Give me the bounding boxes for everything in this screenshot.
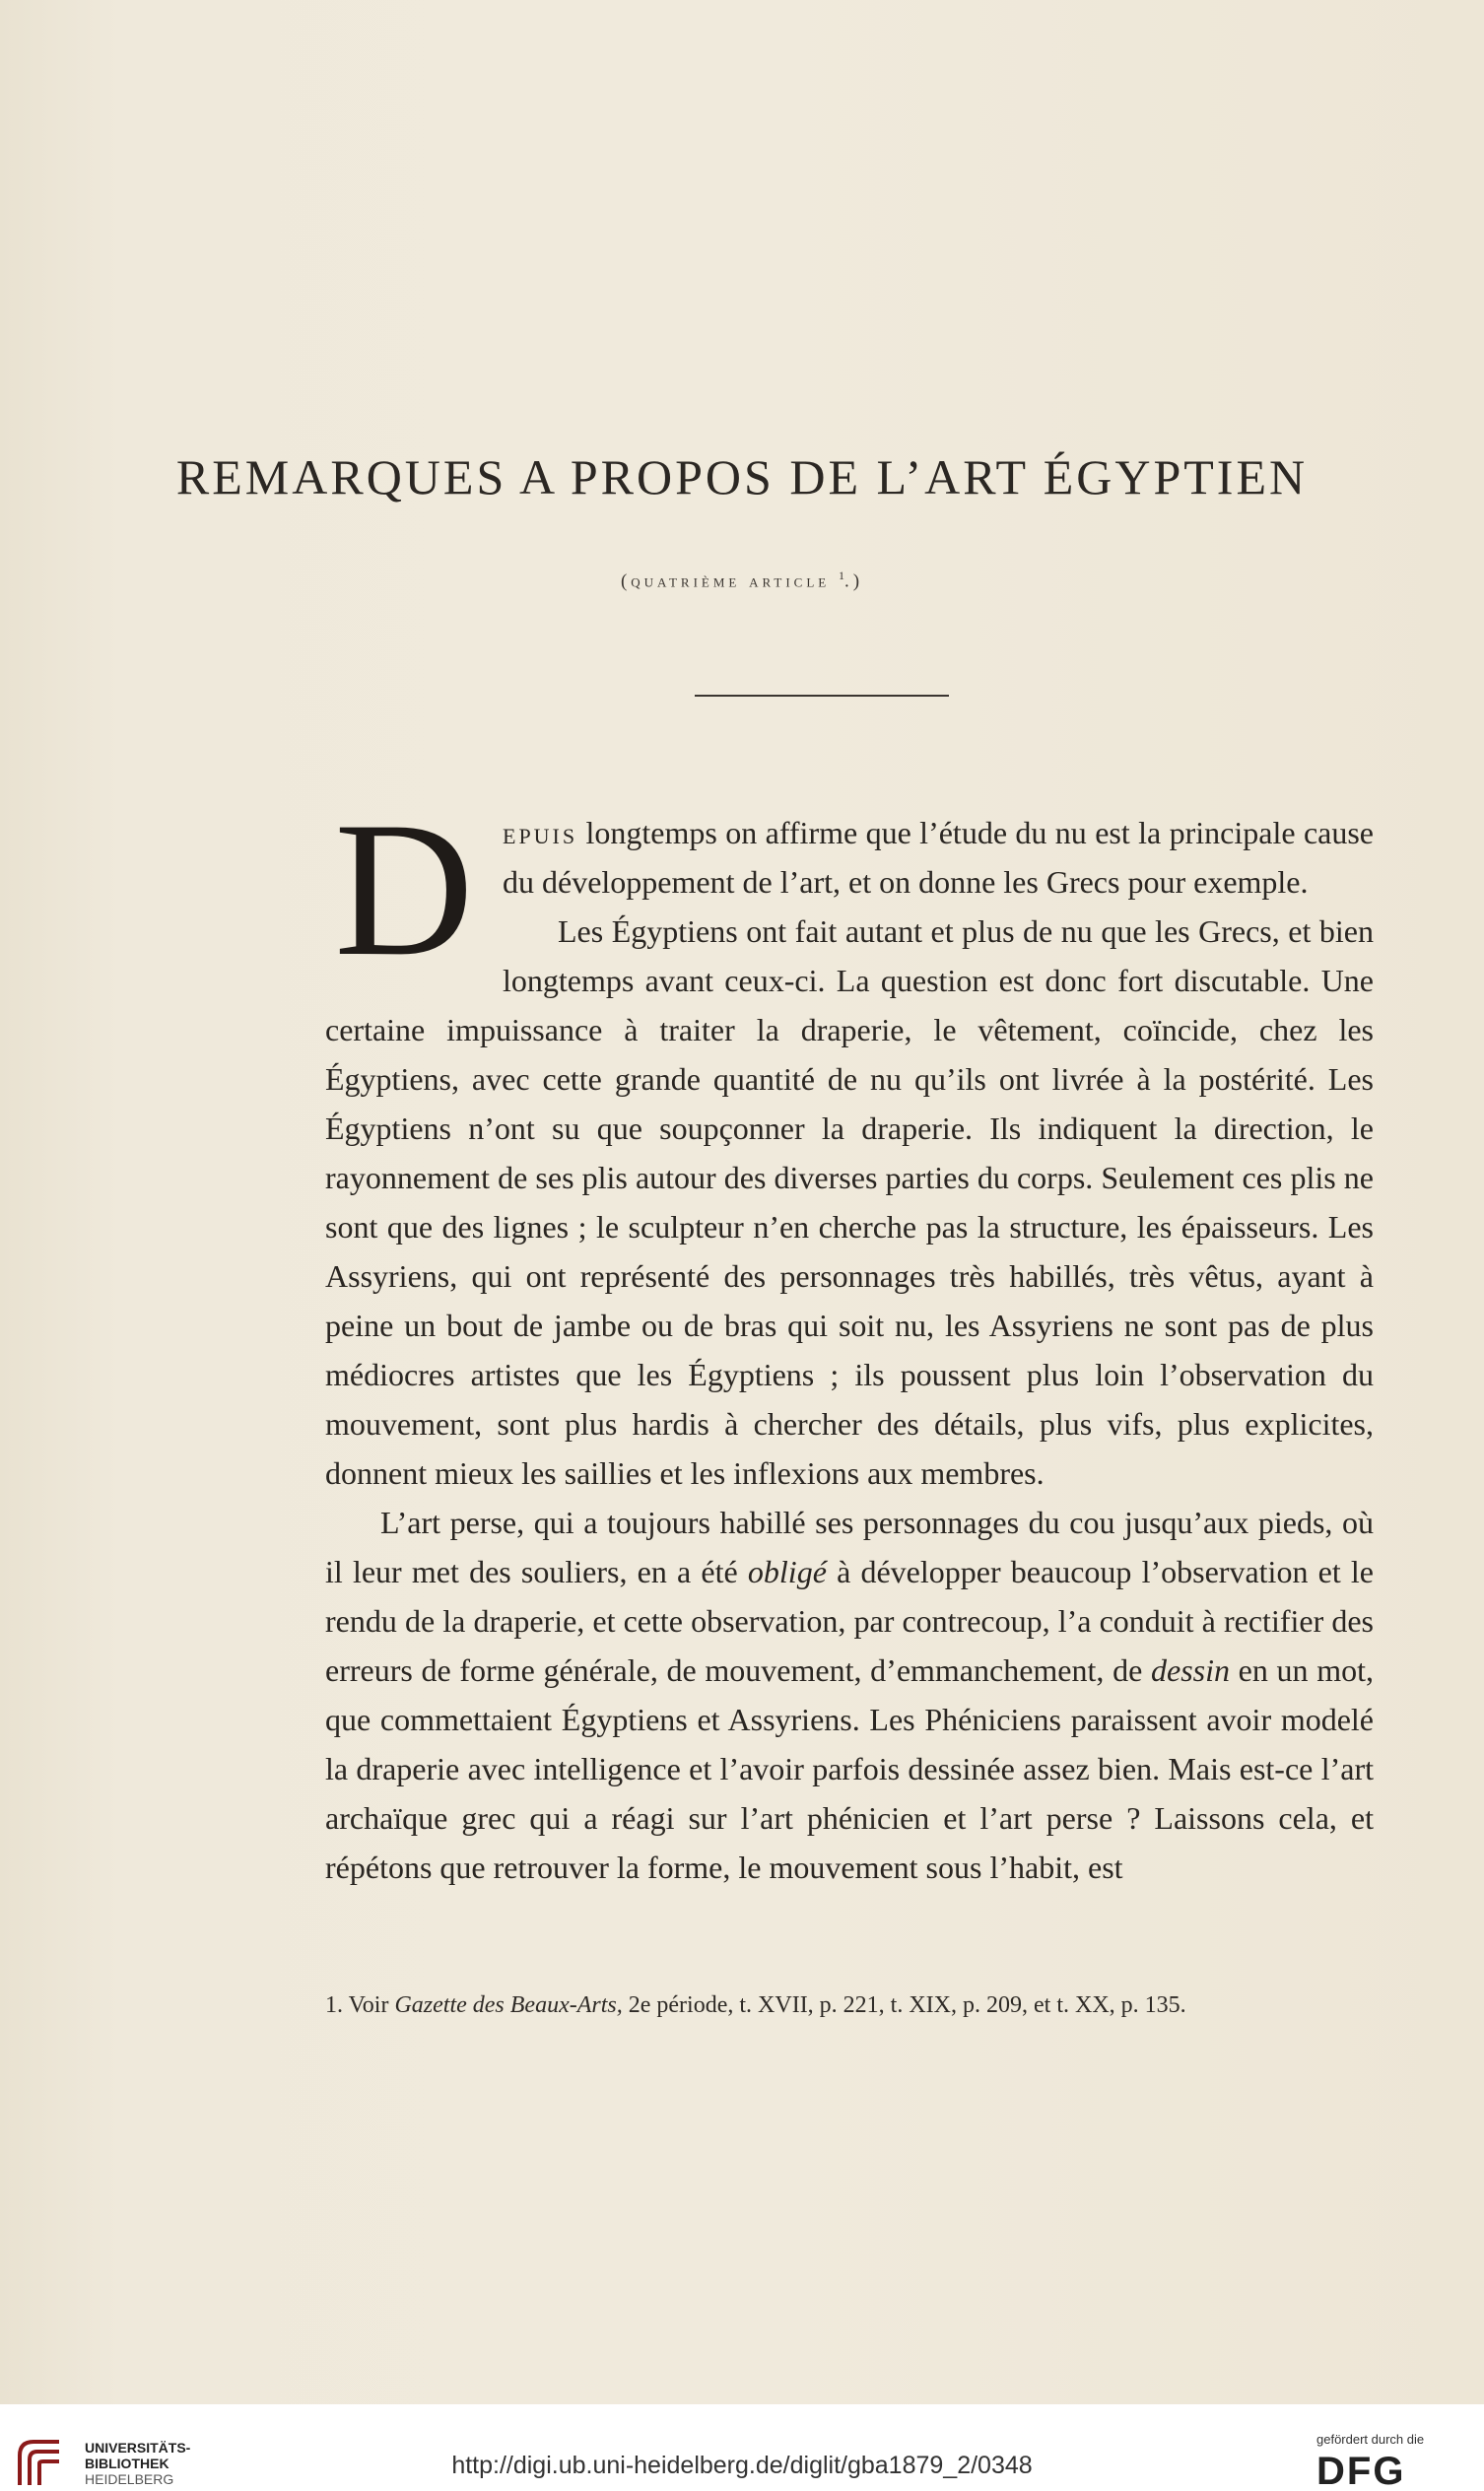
library-line-3: HEIDELBERG bbox=[85, 2471, 174, 2487]
article-body bbox=[325, 782, 1375, 1892]
emphasis-dessin: dessin bbox=[1150, 1652, 1230, 1688]
footnote-ref: 1 bbox=[838, 569, 844, 582]
footnote-part-b: 2e période, t. XVII, p. 221, t. XIX, p. 209, et t. XX, p. 135. bbox=[622, 1992, 1186, 2018]
paragraph-3-part-c: en un mot, que commettaient Égyptiens et Assyriens. Les Phéniciens paraissent avoir modelé la draperie avec intelligence et l’avoir parfois dessinée assez bien. Mais est-ce l’art archaïque grec qui a réagi sur l’art phénicien et l’art perse ? Laissons cela, et répétons que retrouver la forme, le mouvement sous l’habit, est bbox=[325, 1652, 1375, 1885]
library-line-2: BIBLIOTHEK bbox=[85, 2456, 169, 2471]
drop-cap: D bbox=[334, 782, 474, 996]
funded-by-label: gefördert durch die bbox=[1316, 2432, 1425, 2447]
paragraph-3 bbox=[325, 1498, 1374, 1892]
footnote-journal: Gazette des Beaux-Arts, bbox=[394, 1992, 623, 2018]
library-line-1: UNIVERSITÄTS- bbox=[85, 2440, 191, 2456]
subtitle-close: .) bbox=[843, 571, 864, 592]
footnote-part-a: 1. Voir bbox=[325, 1992, 395, 2018]
permalink-url[interactable]: http://digi.ub.uni-heidelberg.de/diglit/gba1879_2/0348 bbox=[451, 2452, 1033, 2479]
emphasis-oblige: obligé bbox=[747, 1554, 827, 1589]
paragraph-3-part-b: à développer beaucoup l’observation et le rendu de la draperie, et cette observation, par contrecoup, l’a conduit à rectifier des erreurs de forme générale, de mouvement, d’emmanchement, de bbox=[325, 1554, 1375, 1688]
article-subtitle bbox=[0, 569, 1484, 592]
subtitle-text: quatrième article bbox=[631, 571, 831, 592]
paragraph-1-text: longtemps on affirme que l’étude du nu est la principale cause du développement de l’art, et on donne les Grecs pour exemple. bbox=[503, 815, 1374, 900]
opening-small-caps: epuis bbox=[503, 815, 578, 850]
article-title: REMARQUES A PROPOS DE L’ART ÉGYPTIEN bbox=[175, 449, 1309, 505]
dfg-logo[interactable]: DFG bbox=[1316, 2450, 1406, 2491]
paragraph-2: Les Égyptiens ont fait autant et plus de nu que les Grecs, et bien longtemps avant ceux-ci. La question est donc fort discutable. Une certaine impuissance à traiter la draperie, le vêtement, coïncide, chez les Égyptiens, avec cette grande quantité de nu qu’ils ont livrée à la postérité. Les Égyptiens n’ont su que soupçonner la draperie. Ils indiquent la direction, le rayonnement de ses plis autour des diverses parties du corps. Seulement ces plis ne sont que des lignes ; le sculpteur n’en cherche pas la structure, les épaisseurs. Les Assyriens, qui ont représenté des personnages très habillés, très vêtus, ayant à peine un bout de jambe ou de bras qui soit nu, les Assyriens ne sont pas de plus médiocres artistes que les Égyptiens ; ils poussent plus loin l’observation du mouvement, sont plus hardis à chercher des détails, plus vifs, plus explicites, donnent mieux les saillies et les inflexions aux membres. bbox=[325, 913, 1374, 1491]
paragraph-3-part-a: L’art perse, qui a toujours habillé ses personnages du cou jusqu’aux pieds, où il leur met des souliers, en a été bbox=[325, 1505, 1374, 1589]
title-rule bbox=[695, 695, 949, 697]
subtitle-open: ( bbox=[620, 571, 632, 592]
footnote bbox=[325, 1986, 1374, 2025]
paragraph-1 bbox=[325, 782, 1374, 996]
